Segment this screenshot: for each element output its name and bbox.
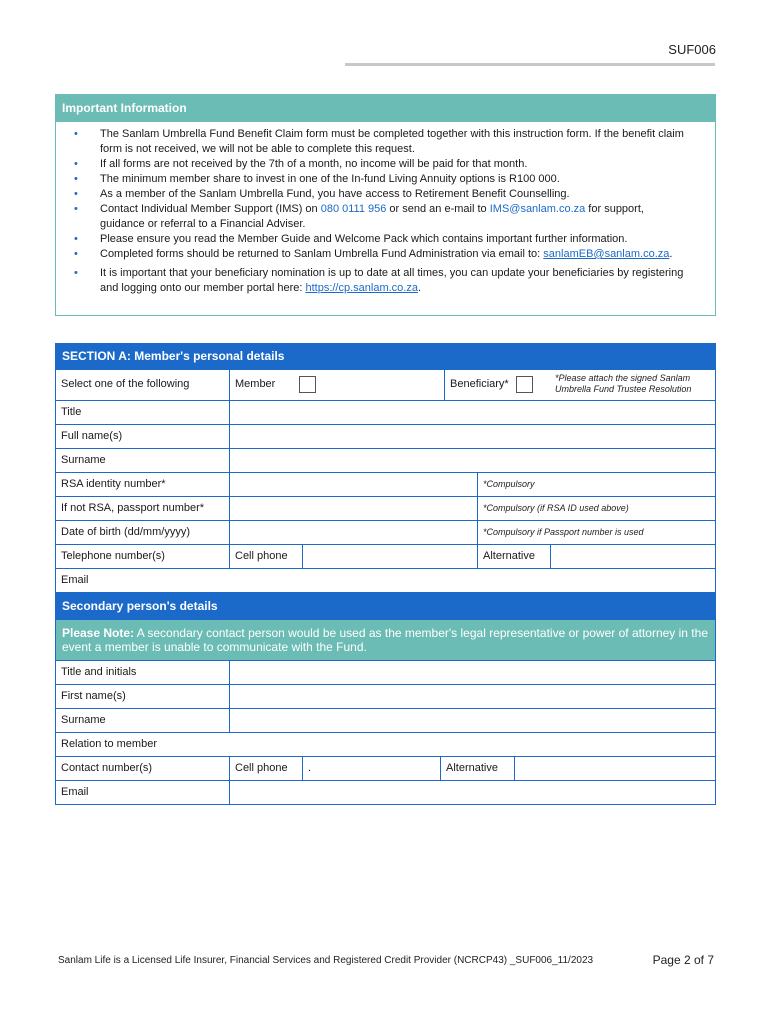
secondary-note-bold: Please Note: [62,626,135,640]
email-input[interactable] [229,569,715,592]
sec-email-label: Email [61,786,89,798]
info-item-4: • As a member of the Sanlam Umbrella Fund, you have access to Retirement Benefit Counselling. [100,187,685,202]
sec-relation-label: Relation to member [61,738,157,750]
dob-note: *Compulsory if Passport number is used [477,521,715,544]
secondary-note-text: A secondary contact person would be used as the member's legal representative or power of attorney in the event a member is unable to communicate with the Fund. [62,626,708,654]
attach-note: *Please attach the signed Sanlam Umbrella Fund Trustee Resolution [555,373,692,394]
beneficiary-label: Beneficiary* [450,378,509,390]
member-option [229,370,444,400]
info-item-2: • If all forms are not received by the 7th of a month, no income will be paid for that month. [100,157,685,172]
info-item-8: • It is important that your beneficiary nomination is up to date at all times, you can update your beneficiaries by registering and logging onto our member portal here: https://cp.sanlam.co.za. [100,266,685,296]
sec-title-row [56,660,715,684]
passport-label: If not RSA, passport number* [61,502,205,514]
title-input[interactable] [229,401,715,424]
ims-phone-link[interactable]: 080 0111 956 [320,203,387,215]
info-item-1: • The Sanlam Umbrella Fund Benefit Claim form must be completed together with this instruction form. If the benefit claim form is not received, we will not be able to complete this request. [100,127,685,157]
rsa-id-row [56,472,715,496]
sec-surname-input[interactable] [229,709,715,732]
sec-alternative-input[interactable] [514,757,715,780]
full-names-input[interactable] [229,425,715,448]
ims-email-link[interactable]: IMS@sanlam.co.za [489,203,586,215]
sec-surname-row [56,708,715,732]
section-a-table [55,343,716,805]
dob-label: Date of birth (dd/mm/yyyy) [61,526,190,538]
secondary-person-heading: Secondary person's details [56,592,715,619]
dob-input[interactable] [229,521,477,544]
sec-email-input[interactable] [229,781,715,804]
email-label: Email [61,574,89,586]
info-item-3: • The minimum member share to invest in one of the In-fund Living Annuity options is R100 000. [100,172,685,187]
sec-first-names-input[interactable] [229,685,715,708]
footer-disclaimer: Sanlam Life is a Licensed Life Insurer, Financial Services and Registered Credit Provider (NCRCP43) _SUF006_11/2023 [58,955,594,966]
sec-relation-row [56,732,715,756]
secondary-note [56,619,715,660]
cell-phone-label: Cell phone [229,545,302,568]
sec-contact-label: Contact number(s) [61,762,153,774]
document-code: SUF006 [668,42,716,57]
information-list [56,122,715,296]
member-label: Member [235,378,276,390]
email-row [56,568,715,592]
important-information-heading: Important Information [56,95,715,122]
alternative-input[interactable] [550,545,715,568]
surname-label: Surname [61,454,106,466]
page-number: Page 2 of 7 [652,953,714,967]
rsa-id-input[interactable] [229,473,477,496]
title-label: Title [61,406,82,418]
telephone-row [56,544,715,568]
passport-input[interactable] [229,497,477,520]
beneficiary-checkbox[interactable] [516,376,533,393]
member-portal-link[interactable]: https://cp.sanlam.co.za [305,282,418,294]
sec-contact-row [56,756,715,780]
sec-email-row [56,780,715,804]
info-item-7: • Completed forms should be returned to Sanlam Umbrella Fund Administration via email to: sanlamEB@sanlam.co.za. [100,247,685,262]
info-item-5: • Contact Individual Member Support (IMS) on 080 0111 956 or send an e-mail to IMS@sanlam.co.za for support, guidance or referral to a Financial Adviser. [100,202,685,232]
sec-cell-phone-input[interactable]: . [302,757,440,780]
dob-row [56,520,715,544]
sec-surname-label: Surname [61,714,106,726]
rsa-id-note: *Compulsory [477,473,715,496]
section-a-heading: SECTION A: Member's personal details [56,343,715,370]
sanlam-eb-email-link[interactable]: sanlamEB@sanlam.co.za [543,248,670,260]
surname-row [56,448,715,472]
select-label: Select one of the following [61,378,190,390]
sec-title-label: Title and initials [61,666,137,678]
sec-cell-phone-label: Cell phone [229,757,302,780]
sec-first-names-row [56,684,715,708]
alternative-label: Alternative [477,545,550,568]
passport-row [56,496,715,520]
sec-alternative-label: Alternative [440,757,514,780]
full-names-row [56,424,715,448]
header-rule [345,63,715,66]
important-information-box [55,94,716,316]
info-item-6: • Please ensure you read the Member Guide and Welcome Pack which contains important further information. [100,232,685,247]
beneficiary-option [444,370,544,400]
sec-title-input[interactable] [229,661,715,684]
member-checkbox[interactable] [299,376,316,393]
sec-relation-input[interactable] [229,733,715,756]
full-names-label: Full name(s) [61,430,123,442]
cell-phone-input[interactable] [302,545,477,568]
member-type-row [56,370,715,400]
telephone-label: Telephone number(s) [61,550,165,562]
passport-note: *Compulsory (if RSA ID used above) [477,497,715,520]
sec-first-names-label: First name(s) [61,690,126,702]
title-row [56,400,715,424]
rsa-id-label: RSA identity number* [61,478,166,490]
surname-input[interactable] [229,449,715,472]
